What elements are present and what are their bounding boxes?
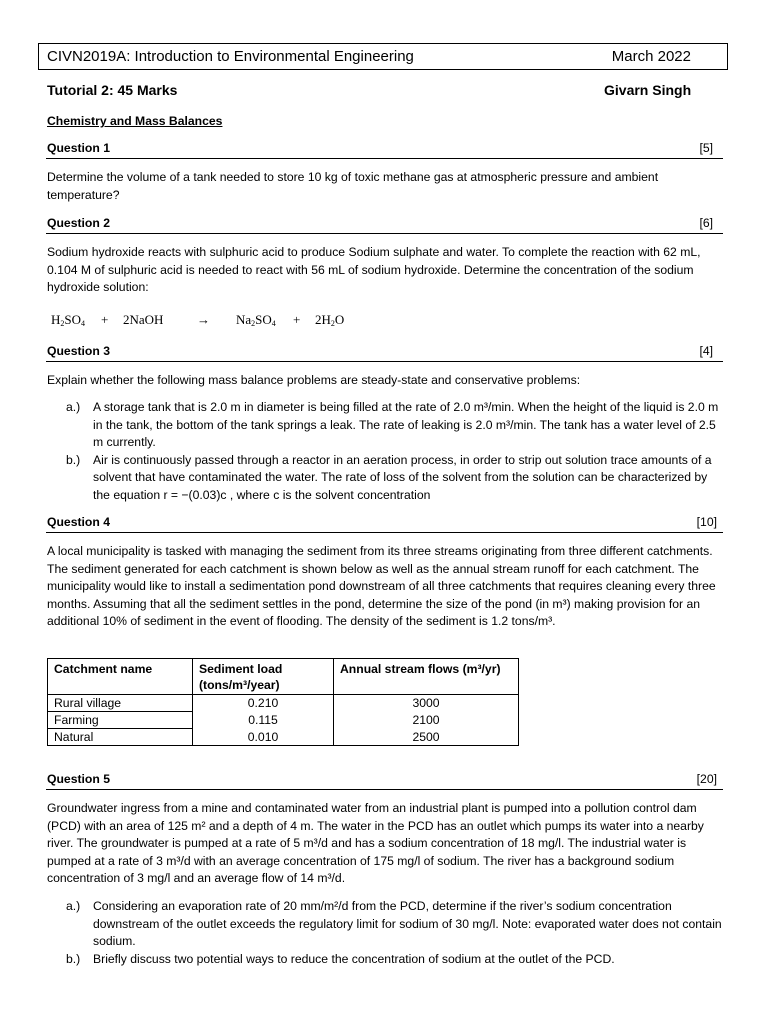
table-header-cell: Annual stream flows (m³/yr): [334, 659, 519, 695]
table-header-cell: Sediment load (tons/m³/year): [193, 659, 334, 695]
list-item-label: b.): [66, 951, 81, 966]
equation-reactant-2: 2NaOH: [123, 312, 164, 327]
question-3-marks: [4]: [699, 344, 713, 358]
question-4-title: Question 4: [47, 515, 110, 529]
table-cell: 0.210: [193, 695, 334, 712]
question-5-list: [66, 898, 726, 968]
list-item-label: a.): [66, 899, 81, 913]
tutorial-title: Tutorial 2: 45 Marks: [47, 82, 178, 98]
list-item-text: Considering an evaporation rate of 20 mm/m²/d from the PCD, determine if the river’s sodium concentration downstream of the outlet exceeds the regulatory limit for sodium of 30 mg/l. Note: evaporated water does not contain sodium.: [93, 899, 722, 948]
equation-product-1: $Na_2SO_4$: [236, 312, 276, 328]
question-1-title: Question 1: [47, 141, 110, 155]
list-item-label: b.): [66, 452, 81, 467]
table-cell: 0.115: [193, 712, 334, 729]
table-header-cell: Catchment name: [48, 659, 193, 695]
section-title: Chemistry and Mass Balances: [47, 114, 223, 128]
question-1-text: Determine the volume of a tank needed to store 10 kg of toxic methane gas at atmospheric pressure and ambient temperature?: [47, 170, 659, 202]
question-2-marks: [6]: [699, 216, 713, 230]
question-3-list: [66, 399, 726, 504]
table-cell: Natural: [48, 729, 193, 746]
table-row: [48, 729, 519, 746]
question-2-title: Question 2: [47, 216, 110, 230]
question-4-text: A local municipality is tasked with managing the sediment from its three streams originating from three different catchments. The sediment generated for each catchment is shown below as well as the annual stream runoff for each catchment. The municipality would like to install a sedimentation pond downstream of all three catchments that requires cleaning every three months. Assuming that all the sediment settles in the pond, determine the size of the pond (in m³) making provision for an additional 10% of sediment in the event of flooding. The density of the sediment is 1.2 tons/m³.: [47, 544, 716, 628]
list-item: [66, 452, 726, 505]
table-cell: 2500: [334, 729, 519, 746]
list-item: [66, 399, 726, 452]
question-5-text: Groundwater ingress from a mine and contaminated water from an industrial plant is pumped into a pollution control dam (PCD) with an area of 125 m² and a depth of 4 m. The water in the PCD has an outlet which pumps its water into a nearby river. The groundwater is pumped at a rate of 5 m³/d and has a sodium concentration of 18 mg/l. The industrial water is pumped at a rate of 3 m³/d with an average concentration of 175 mg/l of sodium. The river has a background sodium concentration of 3 mg/l and an average flow of 14 m³/d.: [47, 801, 704, 885]
table-cell: 0.010: [193, 729, 334, 746]
equation-product-2: $2H_2O$: [315, 312, 345, 328]
course-header-box: [38, 43, 728, 70]
equation-plus-2: +: [293, 312, 301, 327]
question-1-marks: [5]: [699, 141, 713, 155]
question-5-title: Question 5: [47, 772, 110, 786]
equation-plus-1: +: [101, 312, 109, 327]
table-row: [48, 695, 519, 712]
table-header-row: [48, 659, 519, 695]
table-cell: 3000: [334, 695, 519, 712]
course-title: CIVN2019A: Introduction to Environmental Engineering: [47, 48, 414, 65]
table-cell: Rural village: [48, 695, 193, 712]
list-item-text: Air is continuously passed through a reactor in an aeration process, in order to strip out solution trace amounts of a solvent that have contaminated the water. The rate of loss of the solvent from the solution can be characterized by the equation r = −(0.03)c , where c is the solvent concentration: [93, 452, 712, 502]
list-item: [66, 951, 726, 969]
question-2-text: Sodium hydroxide reacts with sulphuric acid to produce Sodium sulphate and water. To complete the reaction with 62 mL, 0.104 M of sulphuric acid is needed to react with 56 mL of sodium hydroxide. Determine the concentration of the sodium hydroxide solution:: [47, 245, 701, 294]
table-cell: 2100: [334, 712, 519, 729]
course-date: March 2022: [611, 48, 691, 65]
list-item-label: a.): [66, 400, 81, 414]
list-item: [66, 898, 726, 951]
table-cell: Farming: [48, 712, 193, 729]
equation-arrow: →: [197, 312, 210, 327]
table-row: [48, 712, 519, 729]
question-3-title: Question 3: [47, 344, 110, 358]
question-3-text: Explain whether the following mass balance problems are steady-state and conservative problems:: [47, 373, 581, 387]
question-3-header: [46, 343, 723, 362]
sediment-table: [47, 658, 519, 746]
list-item-text: A storage tank that is 2.0 m in diameter is being filled at the rate of 2.0 m³/min. When the height of the liquid is 2.0 m in the tank, the bottom of the tank springs a leak. The rate of leaking is 2.0 m³/min. The tank has a water level of 2.5 m currently.: [93, 400, 719, 449]
equation-reactant-1: $H_2SO_4$: [51, 312, 86, 328]
question-4-marks: [10]: [696, 515, 717, 529]
question-4-header: [46, 514, 723, 533]
question-5-marks: [20]: [696, 772, 717, 786]
question-5-header: [46, 771, 723, 790]
author-name: Givarn Singh: [604, 82, 692, 98]
question-2-header: [46, 215, 723, 234]
list-item-text: Briefly discuss two potential ways to reduce the concentration of sodium at the outlet of the PCD.: [93, 951, 615, 966]
question-1-header: [46, 140, 723, 159]
